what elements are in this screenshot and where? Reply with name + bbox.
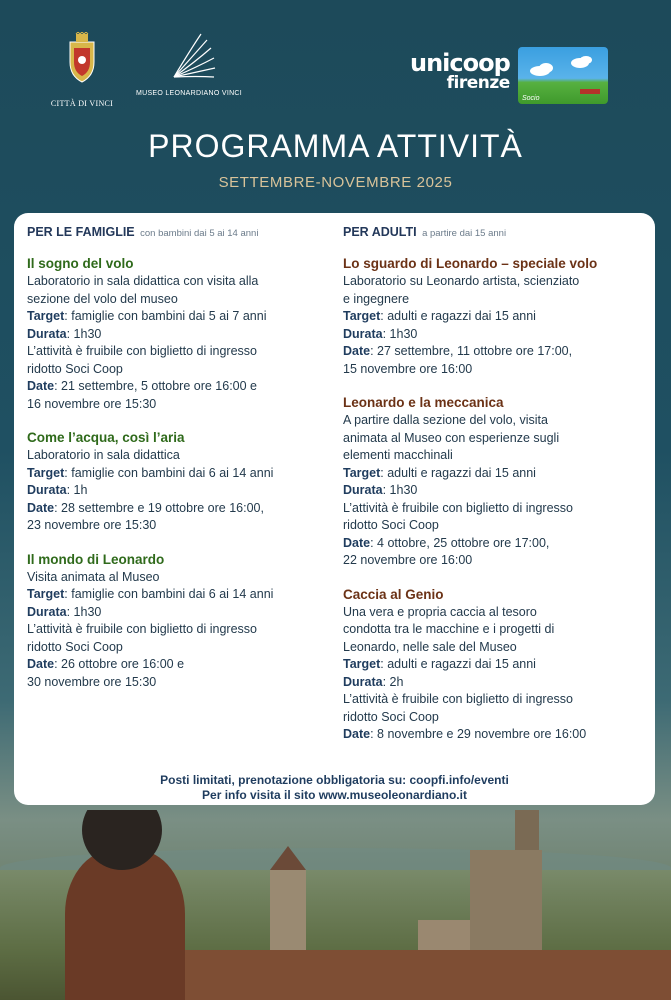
activity-durata: Durata: 2h — [343, 674, 404, 689]
page-title: PROGRAMMA ATTIVITÀ — [148, 128, 523, 164]
museo-leonardiano-logo — [134, 32, 244, 97]
adults-note: a partire dai 15 anni — [422, 228, 507, 239]
adults-heading — [343, 225, 643, 239]
activity-date: Date: 28 settembre e 19 ottobre ore 16:00, — [27, 500, 264, 515]
families-heading-text: PER LE FAMIGLIE — [27, 225, 135, 239]
activity-block — [343, 394, 643, 570]
activity-description: e ingegnere — [343, 291, 410, 306]
date-label: Date — [343, 727, 371, 741]
adults-column — [343, 225, 643, 744]
activity-date: Date: 26 ottobre ore 16:00 e — [27, 657, 185, 671]
target-label: Target — [27, 587, 65, 601]
target-value: famiglie con bambini dai 6 ai 14 anni — [71, 587, 274, 601]
durata-value: 1h — [73, 483, 88, 497]
vinci-caption: CITTÀ DI VINCI — [50, 99, 114, 108]
date-value: 26 ottobre ore 16:00 e — [61, 657, 185, 671]
museo-caption: MUSEO LEONARDIANO VINCI — [135, 90, 243, 97]
vinci-crest-icon — [62, 32, 102, 84]
durata-value: 2h — [389, 674, 404, 689]
date-value: 21 settembre, 5 ottobre ore 16:00 e — [61, 379, 258, 393]
activity-date-cont: 22 novembre ore 16:00 — [343, 553, 473, 567]
activity-title: Caccia al Genio — [343, 586, 444, 602]
activity-block — [27, 255, 332, 413]
date-label: Date — [27, 500, 55, 515]
date-value: 28 settembre e 19 ottobre ore 16:00, — [61, 500, 264, 515]
booking-info: Posti limitati, prenotazione obbligatoria su: coopfi.info/eventi — [160, 773, 509, 787]
activity-description: condotta tra le macchine e i progetti di — [343, 622, 555, 636]
date-label: Date — [27, 379, 55, 393]
wing-lines-icon — [159, 32, 219, 82]
activity-note: ridotto Soci Coop — [27, 361, 123, 376]
date-value: 27 settembre, 11 ottobre ore 17:00, — [377, 344, 573, 358]
activity-date-cont: 15 novembre ore 16:00 — [343, 361, 473, 376]
activity-date: Date: 8 novembre e 29 novembre ore 16:00 — [343, 727, 587, 741]
activity-target: Target: adulti e ragazzi dai 15 anni — [343, 465, 536, 480]
unicoop-line2: firenze — [446, 72, 510, 93]
activity-durata: Durata: 1h30 — [27, 326, 102, 341]
activity-note: L’attività è fruibile con biglietto di ingresso — [27, 344, 257, 358]
adults-heading-text: PER ADULTI — [343, 225, 417, 239]
activity-target: Target: famiglie con bambini dai 5 ai 7 anni — [27, 309, 267, 323]
durata-value: 1h30 — [73, 604, 102, 619]
activity-target: Target: famiglie con bambini dai 6 ai 14 anni — [27, 465, 274, 480]
activity-date-cont: 30 novembre ore 15:30 — [27, 674, 157, 689]
website-info: Per info visita il sito www.museoleonardiano.it — [202, 788, 467, 802]
families-activity-list — [27, 255, 332, 691]
activity-note: L’attività è fruibile con biglietto di ingresso — [343, 692, 573, 706]
families-note: con bambini dai 5 ai 14 anni — [140, 228, 259, 239]
activity-block — [343, 586, 643, 744]
child-figure — [60, 810, 190, 1000]
activity-date: Date: 21 settembre, 5 ottobre ore 16:00 e — [27, 379, 258, 393]
activity-title: Lo sguardo di Leonardo – speciale volo — [343, 256, 598, 271]
target-label: Target — [27, 309, 65, 323]
durata-value: 1h30 — [73, 326, 102, 341]
activity-durata: Durata: 1h30 — [27, 604, 102, 619]
activity-description: elementi macchinali — [343, 448, 453, 462]
durata-label: Durata — [343, 674, 383, 689]
rooftops — [170, 950, 671, 1000]
date-label: Date — [343, 535, 371, 550]
families-heading — [27, 225, 332, 239]
socio-card — [518, 47, 608, 104]
durata-value: 1h30 — [389, 483, 418, 497]
activity-description: A partire dalla sezione del volo, visita — [343, 413, 548, 427]
target-value: adulti e ragazzi dai 15 anni — [387, 657, 536, 671]
target-label: Target — [343, 657, 381, 671]
activity-block — [27, 551, 332, 692]
activity-durata: Durata: 1h — [27, 483, 88, 497]
activity-target: Target: famiglie con bambini dai 6 ai 14 anni — [27, 587, 274, 601]
activity-title: Il mondo di Leonardo — [27, 551, 165, 567]
activity-note: ridotto Soci Coop — [343, 709, 439, 724]
durata-label: Durata — [343, 483, 383, 497]
card-footer — [14, 773, 655, 803]
target-value: adulti e ragazzi dai 15 anni — [387, 465, 536, 480]
activity-note: L’attività è fruibile con biglietto di ingresso — [27, 622, 257, 636]
target-value: famiglie con bambini dai 5 ai 7 anni — [71, 309, 267, 323]
socio-label: Socio — [522, 95, 540, 102]
target-label: Target — [343, 465, 381, 480]
activity-description: Laboratorio su Leonardo artista, scienziato — [343, 274, 580, 288]
activity-date: Date: 27 settembre, 11 ottobre ore 17:00, — [343, 344, 573, 358]
activity-title: Come l’acqua, così l’aria — [27, 430, 185, 445]
activity-description: Laboratorio in sala didattica con visita alla — [27, 274, 259, 288]
activity-block — [27, 429, 332, 535]
durata-value: 1h30 — [389, 326, 418, 341]
vinci-landscape-photo — [0, 810, 671, 1000]
target-label: Target — [27, 465, 65, 480]
activity-date: Date: 4 ottobre, 25 ottobre ore 17:00, — [343, 535, 550, 550]
activity-target: Target: adulti e ragazzi dai 15 anni — [343, 657, 536, 671]
activity-description: sezione del volo del museo — [27, 291, 178, 306]
activity-note: ridotto Soci Coop — [27, 639, 123, 654]
date-value: 4 ottobre, 25 ottobre ore 17:00, — [377, 535, 550, 550]
target-value: adulti e ragazzi dai 15 anni — [387, 309, 536, 323]
adults-activity-list — [343, 255, 643, 744]
activity-note: ridotto Soci Coop — [343, 518, 439, 532]
activity-description: Visita animata al Museo — [27, 569, 160, 584]
unicoop-logo — [410, 49, 510, 93]
torso — [65, 850, 185, 1000]
activity-title: Leonardo e la meccanica — [343, 395, 504, 410]
activity-title: Il sogno del volo — [27, 256, 134, 271]
durata-label: Durata — [27, 604, 67, 619]
activity-description: animata al Museo con esperienze sugli — [343, 430, 560, 445]
activity-durata: Durata: 1h30 — [343, 483, 418, 497]
activity-block — [343, 255, 643, 378]
families-column — [27, 225, 332, 691]
activity-description: Una vera e propria caccia al tesoro — [343, 604, 537, 619]
target-label: Target — [343, 309, 381, 323]
date-value: 8 novembre e 29 novembre ore 16:00 — [377, 727, 587, 741]
activity-date-cont: 16 novembre ore 15:30 — [27, 396, 157, 411]
activities-card — [14, 213, 655, 805]
date-label: Date — [27, 657, 55, 671]
activity-target: Target: adulti e ragazzi dai 15 anni — [343, 309, 536, 323]
target-value: famiglie con bambini dai 6 ai 14 anni — [71, 465, 274, 480]
activity-note: L’attività è fruibile con biglietto di ingresso — [343, 500, 573, 515]
date-label: Date — [343, 344, 371, 358]
tower-top — [515, 810, 539, 855]
activity-description: Laboratorio in sala didattica — [27, 448, 180, 462]
spire — [270, 846, 306, 870]
durata-label: Durata — [343, 326, 383, 341]
durata-label: Durata — [27, 326, 67, 341]
durata-label: Durata — [27, 483, 67, 497]
citta-di-vinci-logo — [50, 32, 114, 108]
activity-durata: Durata: 1h30 — [343, 326, 418, 341]
unicoop-line1: unicoop — [410, 49, 510, 77]
activity-description: Leonardo, nelle sale del Museo — [343, 639, 517, 654]
page-subtitle: SETTEMBRE-NOVEMBRE 2025 — [218, 174, 453, 191]
activity-date-cont: 23 novembre ore 15:30 — [27, 518, 157, 532]
